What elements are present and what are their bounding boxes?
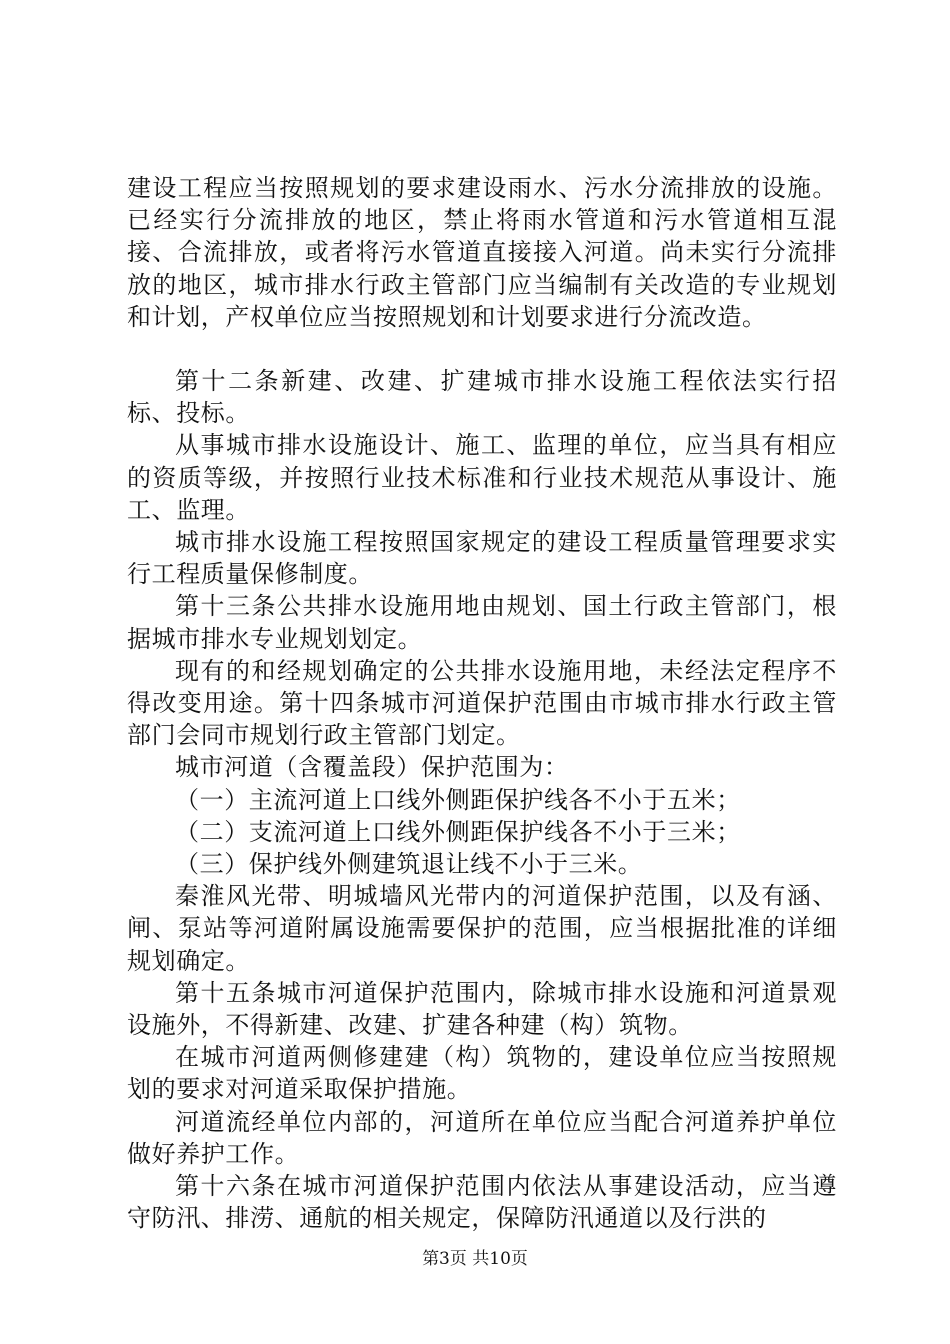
paragraph-protection-range: 城市河道（含覆盖段）保护范围为：	[175, 753, 569, 782]
paragraph-both-sides: 在城市河道两侧修建建（构）筑物的，建设单位应当按照规划的要求对河道采取保护措施。	[127, 1043, 837, 1104]
paragraph-article-14: 现有的和经规划确定的公共排水设施用地，未经法定程序不得改变用途。第十四条城市河道保护范围由市城市排水行政主管部门会同市规划行政主管部门划定。	[127, 656, 837, 750]
paragraph-warranty: 城市排水设施工程按照国家规定的建设工程质量管理要求实行工程质量保修制度。	[127, 528, 837, 589]
paragraph-continuation: 建设工程应当按照规划的要求建设雨水、污水分流排放的设施。已经实行分流排放的地区，禁止将雨水管道和污水管道相互混接、合流排放，或者将污水管道直接接入河道。尚未实行分流排放的地区，城市排水行政主管部门应当编制有关改造的专业规划和计划，产权单位应当按照规划和计划要求进行分流改造。	[127, 174, 837, 331]
paragraph-article-12: 第十二条新建、改建、扩建城市排水设施工程依法实行招标、投标。	[127, 367, 837, 428]
paragraph-gap	[127, 333, 837, 365]
paragraph-scenic-belt: 秦淮风光带、明城墙风光带内的河道保护范围，以及有涵、闸、泵站等河道附属设施需要保护的范围，应当根据批准的详细规划确定。	[127, 882, 837, 975]
paragraph-article-13: 第十三条公共排水设施用地由规划、国土行政主管部门，根据城市排水专业规划划定。	[127, 592, 837, 653]
paragraph-qualification: 从事城市排水设施设计、施工、监理的单位，应当具有相应的资质等级，并按照行业技术标准和行业技术规范从事设计、施工、监理。	[127, 431, 837, 524]
paragraph-article-16: 第十六条在城市河道保护范围内依法从事建设活动，应当遵守防汛、排涝、通航的相关规定，保障防汛通道以及行洪的	[127, 1172, 837, 1233]
page-number-footer: 第3页 共10页	[422, 1249, 528, 1269]
document-body	[127, 172, 837, 1235]
paragraph-item-2: （二）支流河道上口线外侧距保护线各不小于三米；	[175, 817, 741, 846]
paragraph-item-1: （一）主流河道上口线外侧距保护线各不小于五米；	[175, 785, 741, 814]
paragraph-article-15: 第十五条城市河道保护范围内，除城市排水设施和河道景观设施外，不得新建、改建、扩建各种建（构）筑物。	[127, 978, 837, 1040]
paragraph-internal-river: 河道流经单位内部的，河道所在单位应当配合河道养护单位做好养护工作。	[127, 1107, 837, 1168]
paragraph-item-3: （三）保护线外侧建筑退让线不小于三米。	[175, 850, 643, 879]
